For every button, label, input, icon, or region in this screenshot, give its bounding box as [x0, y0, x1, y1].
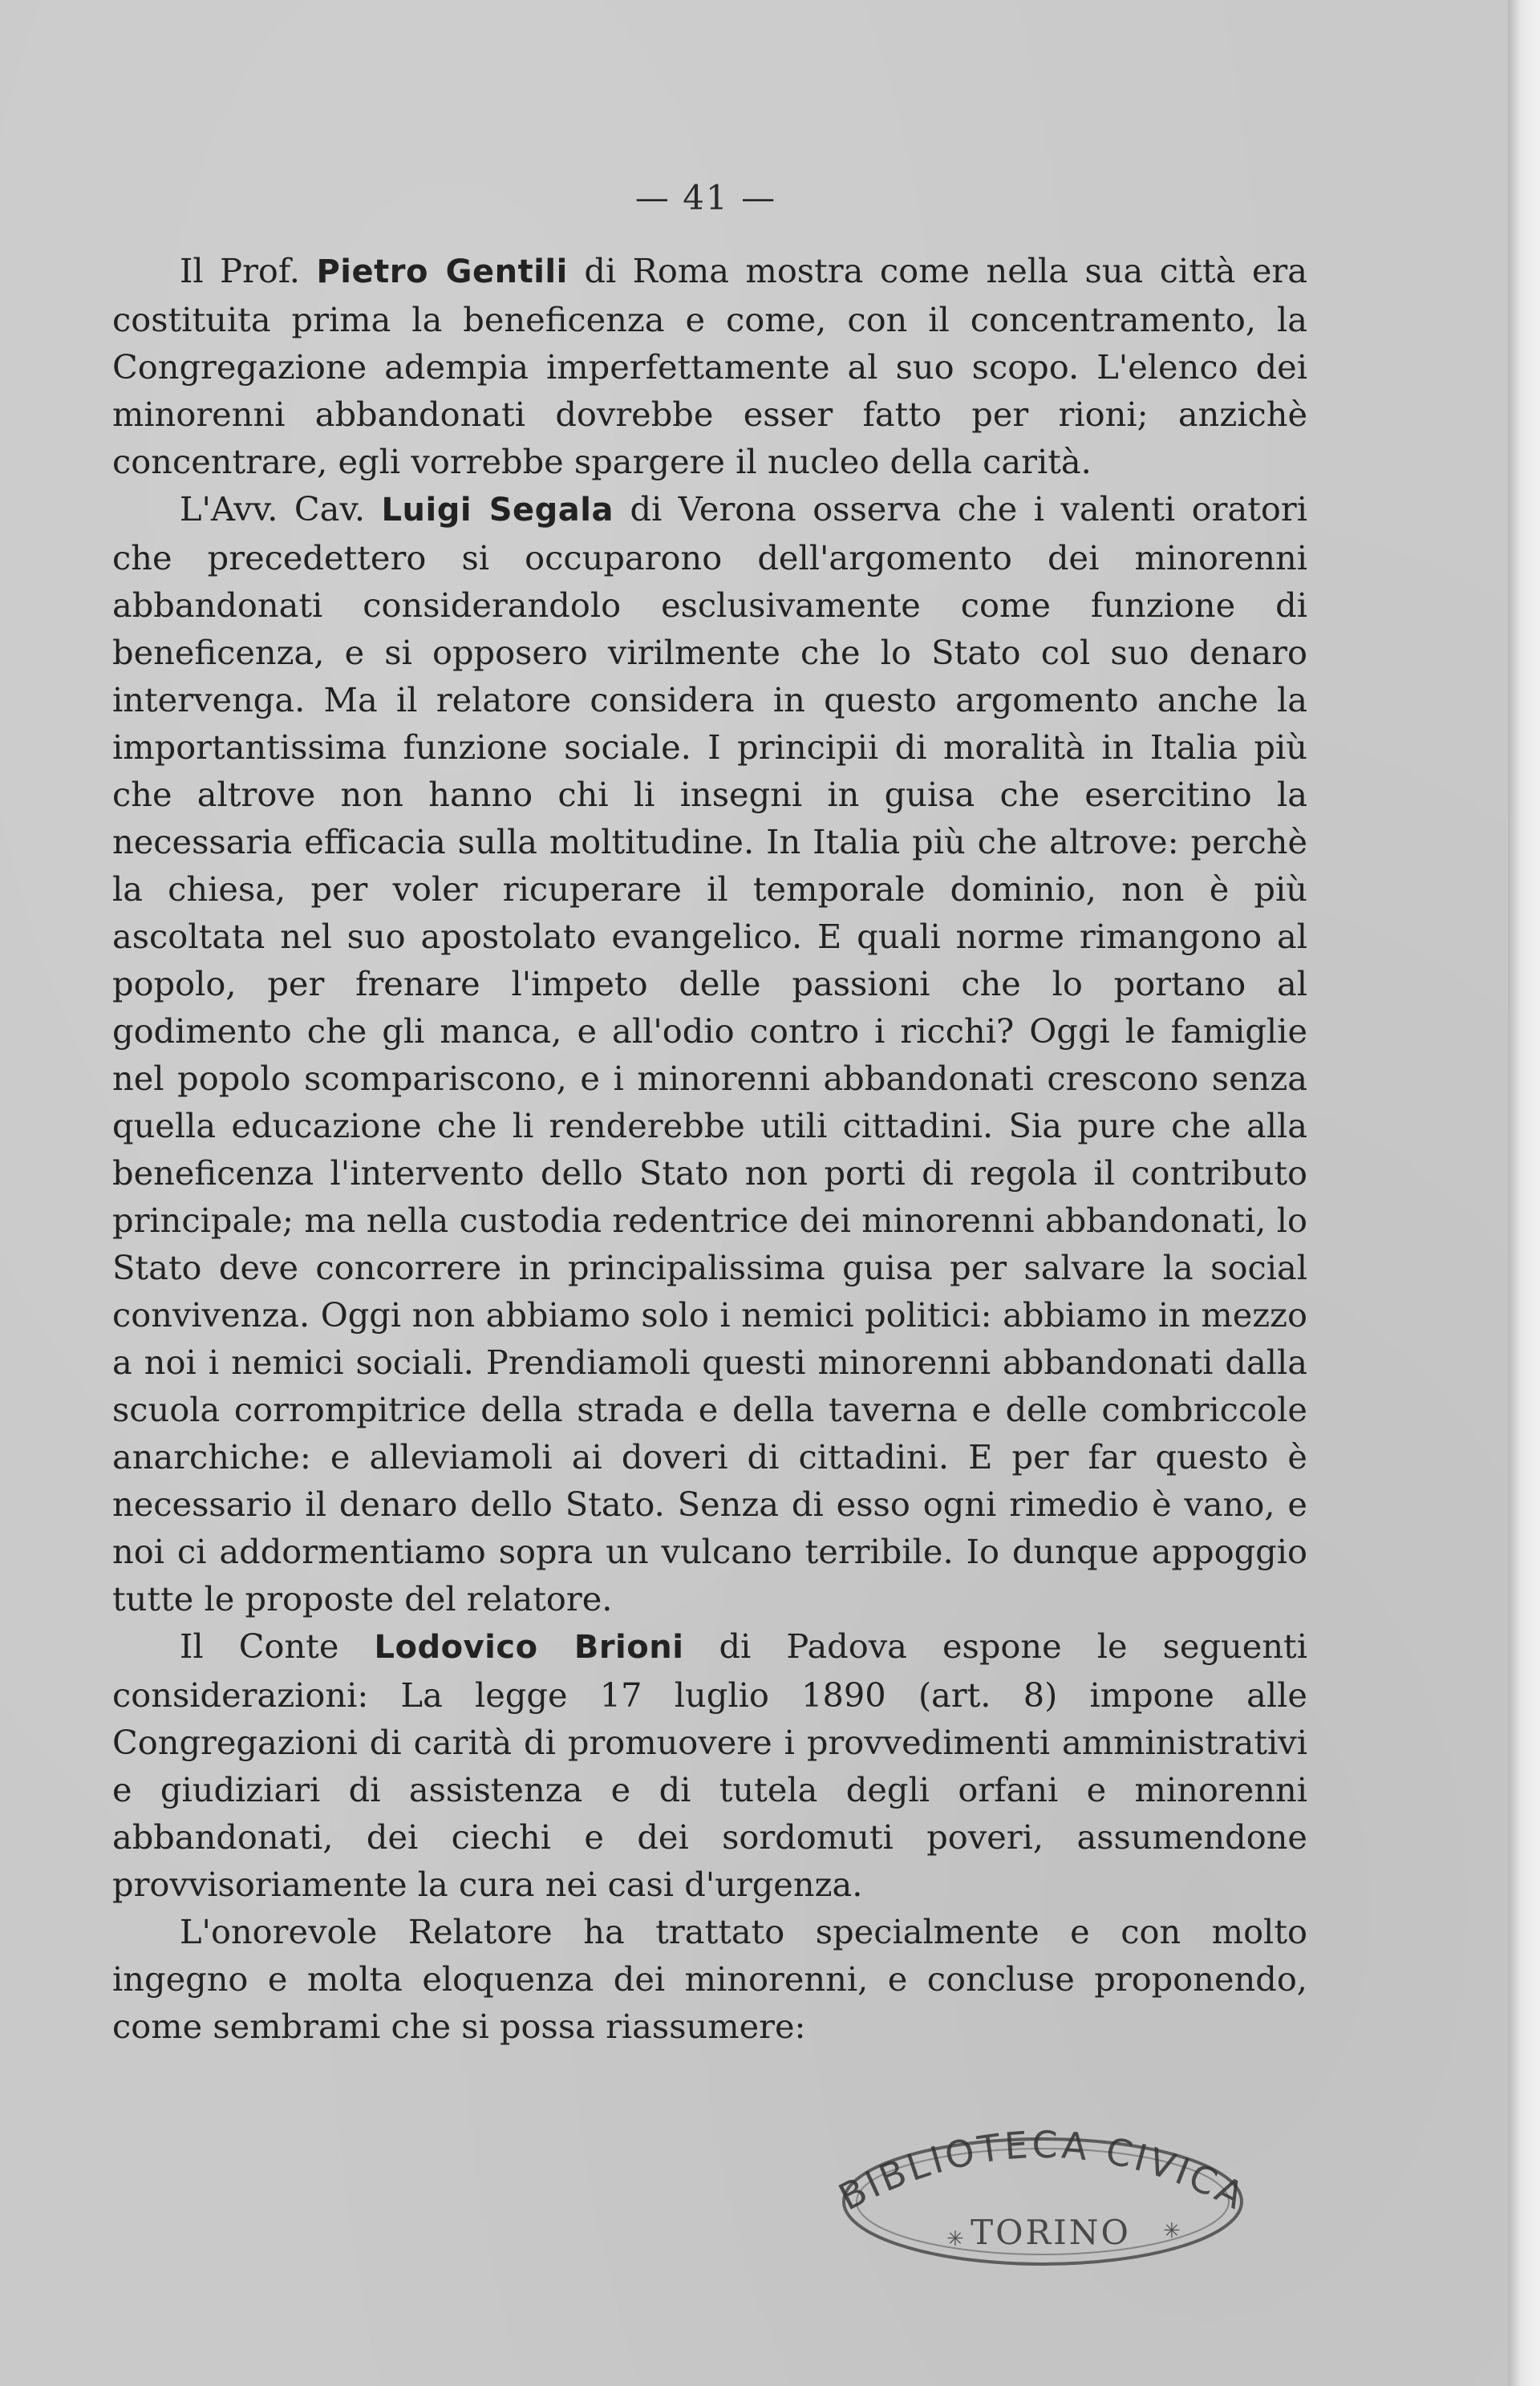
- paragraph-2: [112, 485, 1307, 1622]
- paragraph-3-body: di Padova espone le seguenti considerazioni: La legge 17 luglio 1890 (art. 8) impone alle Congregazioni di carità di promuovere i provvedimenti amministrativi e giudiziari di assistenza e di tutela degli orfani e minorenni abbandonati, dei ciechi e dei sordomuti poveri, assumendone provvisoriamente la cura nei casi d'urgenza.: [112, 1626, 1308, 1904]
- svg-text:BIBLIOTECA CIVICA: [832, 2123, 1254, 2219]
- star-icon-right: ✳: [1163, 2219, 1181, 2243]
- paragraph-2-body: di Verona osserva che i valenti oratori che precedettero si occuparono dell'argomento dei minorenni abbandonati considerandolo esclusivamente come funzione di beneficenza, e si opposero virilmente che lo Stato col suo denaro intervenga. Ma il relatore considera in questo argomento anche la importantissima funzione sociale. I principii di moralità in Italia più che altrove non hanno chi li insegni in guisa che esercitino la necessaria efficacia sulla moltitudine. In Italia più che altrove: perchè la chiesa, per voler ricuperare il temporale dominio, non è più ascoltata nel suo apostolato evangelico. E quali norme rimangono al popolo, per frenare l'impeto delle passioni che lo portano al godimento che gli manca, e all'odio contro i ricchi? Oggi le famiglie nel popolo scompariscono, e i minorenni abbandonati crescono senza quella educazione che li renderebbe utili cittadini. Sia pure che alla beneficenza l'intervento dello Stato non porti di regola il contributo principale; ma nella custodia redentrice dei minorenni abbandonati, lo Stato deve concorrere in principalissima guisa per salvare la social convivenza. Oggi non abbiamo solo i nemici politici: abbiamo in mezzo a noi i nemici sociali. Prendiamoli questi minorenni abbandonati dalla scuola corrompitrice della strada e della taverna e delle combriccole anarchiche: e alleviamoli ai doveri di cittadini. E per far questo è necessario il denaro dello Stato. Senza di esso ogni rimedio è vano, e noi ci addormentiamo sopra un vulcano terribile. Io dunque appoggio tutte le proposte del relatore.: [112, 489, 1307, 1618]
- paragraph-2-lead: L'Avv. Cav.: [180, 489, 382, 529]
- library-stamp-graphic: [826, 2117, 1259, 2270]
- paragraph-1-body: di Roma mostra come nella sua città era costituita prima la beneficenza e come, con il concentramento, la Congregazione adempia imperfettamente al suo scopo. L'elenco dei minorenni abbandonati dovrebbe esser fatto per rioni; anzichè concentrare, egli vorrebbe spargere il nucleo della carità.: [112, 251, 1307, 481]
- stamp-bottom-text: TORINO: [971, 2213, 1131, 2252]
- speaker-name-gentili: Pietro Gentili: [316, 253, 568, 290]
- library-stamp: [826, 2117, 1259, 2270]
- body-text: [112, 247, 1307, 2050]
- paragraph-4-body: L'onorevole Relatore ha trattato specialmente e con molto ingegno e molta eloquenza dei minorenni, e concluse proponendo, come sembrami che si possa riassumere:: [112, 1912, 1307, 2046]
- paragraph-1-lead: Il Prof.: [180, 251, 317, 290]
- paragraph-3-lead: Il Conte: [180, 1626, 375, 1666]
- page-number: — 41 —: [634, 178, 777, 217]
- speaker-name-brioni: Lodovico Brioni: [374, 1629, 684, 1666]
- page-edge: [1508, 0, 1540, 2386]
- star-icon: ✳: [946, 2227, 964, 2251]
- speaker-name-segala: Luigi Segala: [381, 492, 614, 529]
- paragraph-3: [112, 1622, 1307, 1908]
- paragraph-4: [112, 1908, 1307, 2050]
- stamp-top-text: BIBLIOTECA CIVICA: [832, 2122, 1254, 2219]
- paragraph-1: [112, 247, 1307, 485]
